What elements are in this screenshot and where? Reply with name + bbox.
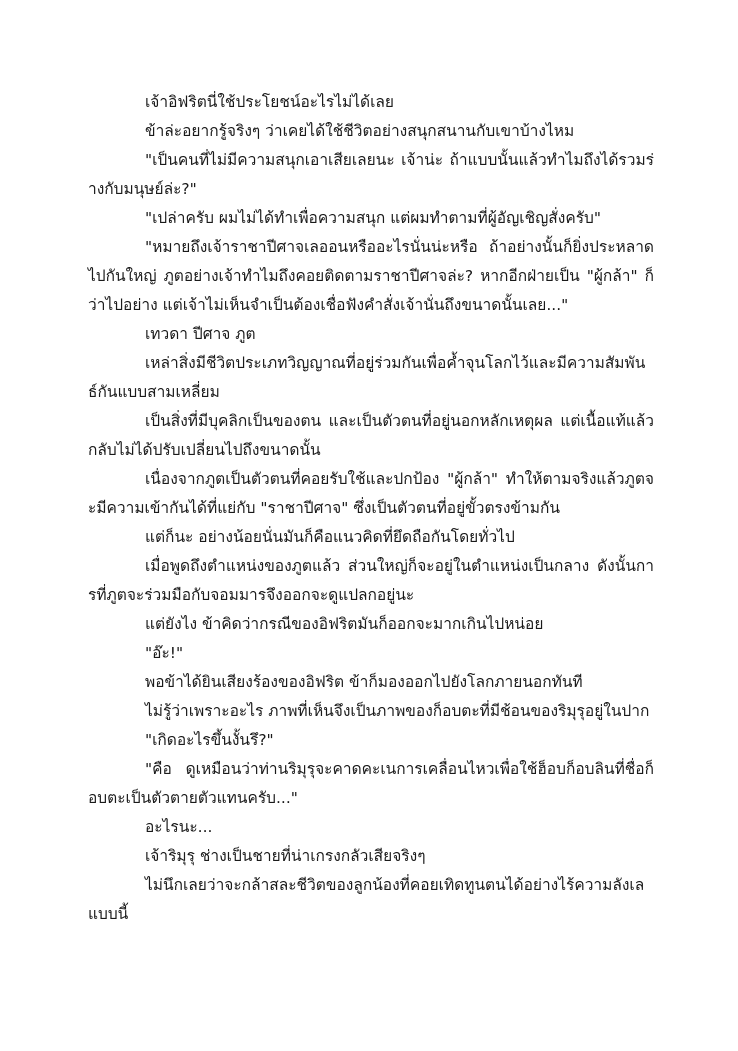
paragraph: เจ้าริมุรุ ช่างเป็นชายที่น่าเกรงกลัวเสียจริงๆ (145, 847, 426, 865)
paragraph: เหล่าสิ่งมีชีวิตประเภทวิญญาณที่อยู่ร่วมกันเพื่อค้ำจุนโลกไว้และมีความสัมพันธ์กันแบบสามเหลี่ยม (88, 354, 646, 401)
dialogue-paragraph: "เป็นคนที่ไม่มีความสนุกเอาเสียเลยนะ เจ้าน่ะ ถ้าแบบนั้นแล้วทำไมถึงได้รวมร่างกับมนุษย์ล่ะ?" (88, 151, 654, 198)
paragraph: เจ้าอิฟริตนี่ใช้ประโยชน์อะไรไม่ได้เลย (145, 93, 394, 111)
paragraph: เนื่องจากภูตเป็นตัวตนที่คอยรับใช้และปกป้อง "ผู้กล้า" ทำให้ตามจริงแล้วภูตจะมีความเข้ากันได้ที่แย่กับ "ราชาปีศาจ" ซึ่งเป็นตัวตนที่อยู่ขั้วตรงข้ามกัน (88, 470, 654, 517)
paragraph: เป็นสิ่งที่มีบุคลิกเป็นของตน และเป็นตัวตนที่อยู่นอกหลักเหตุผล แต่เนื้อแท้แล้วกลับไม่ได้ปรับเปลี่ยนไปถึงขนาดนั้น (88, 412, 654, 459)
paragraph: ไม่นึกเลยว่าจะกล้าสละชีวิตของลูกน้องที่คอยเทิดทูนตนได้อย่างไร้ความลังเลแบบนี้ (88, 876, 645, 923)
dialogue-paragraph: "คือ ดูเหมือนว่าท่านริมุรุจะคาดคะเนการเคลื่อนไหวเพื่อใช้ฮ็อบก็อบลินที่ชื่อก็อบตะเป็นตัวตายตัวแทนครับ..." (88, 760, 654, 807)
document-body (88, 88, 654, 929)
paragraph: อะไรนะ... (145, 818, 213, 836)
dialogue-paragraph: "เกิดอะไรขึ้นงั้นรึ?" (145, 731, 274, 749)
paragraph: แต่ยังไง ข้าคิดว่ากรณีของอิฟริตมันก็ออกจะมากเกินไปหน่อย (145, 615, 544, 633)
paragraph: ข้าล่ะอยากรู้จริงๆ ว่าเคยได้ใช้ชีวิตอย่างสนุกสนานกับเขาบ้างไหม (145, 122, 575, 140)
paragraph: เมื่อพูดถึงตำแหน่งของภูตแล้ว ส่วนใหญ่ก็จะอยู่ในตำแหน่งเป็นกลาง ดังนั้นการที่ภูตจะร่วมมือกับจอมมารจึงออกจะดูแปลกอยู่นะ (88, 557, 654, 604)
dialogue-paragraph: "เปล่าครับ ผมไม่ได้ทำเพื่อความสนุก แต่ผมทำตามที่ผู้อัญเชิญสั่งครับ" (145, 209, 602, 227)
paragraph: แต่ก็นะ อย่างน้อยนั่นมันก็คือแนวคิดที่ยึดถือกันโดยทั่วไป (145, 528, 515, 546)
dialogue-paragraph: "อ๊ะ!" (145, 644, 184, 662)
paragraph: พอข้าได้ยินเสียงร้องของอิฟริต ข้าก็มองออกไปยังโลกภายนอกทันที (145, 673, 583, 691)
paragraph: เทวดา ปีศาจ ภูต (145, 325, 256, 343)
paragraph: ไม่รู้ว่าเพราะอะไร ภาพที่เห็นจึงเป็นภาพของก็อบตะที่มีช้อนของริมุรุอยู่ในปาก (145, 702, 650, 720)
dialogue-paragraph: "หมายถึงเจ้าราชาปีศาจเลออนหรืออะไรนั่นน่ะหรือ ถ้าอย่างนั้นก็ยิ่งประหลาดไปกันใหญ่ ภูตอย่างเจ้าทำไมถึงคอยติดตามราชาปีศาจล่ะ? หากอีกฝ่ายเป็น "ผู้กล้า" ก็ว่าไปอย่าง แต่เจ้าไม่เห็นจำเป็นต้องเชื่อฟังคำสั่งเจ้านั่นถึงขนาดนั้นเลย..." (88, 238, 654, 314)
